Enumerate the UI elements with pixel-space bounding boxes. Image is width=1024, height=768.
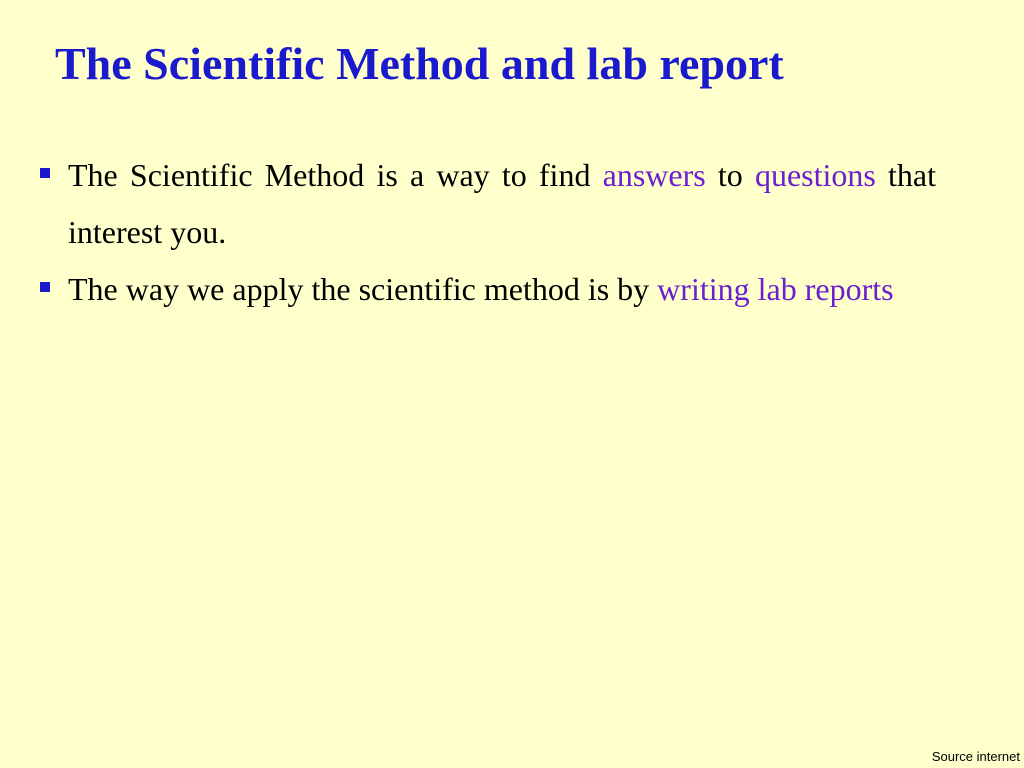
bullet-item — [36, 261, 936, 318]
highlight-writing-lab-reports: writing lab reports — [657, 271, 894, 307]
highlight-answers: answers — [602, 157, 706, 193]
bullet-text: that interest you. — [68, 157, 937, 250]
bullet-item — [36, 147, 936, 261]
bullet-list — [36, 147, 936, 318]
source-note: Source internet — [931, 749, 1020, 764]
highlight-questions: questions — [754, 157, 876, 193]
bullet-text: The way we apply the scientific method is by — [68, 271, 658, 307]
square-bullet-icon — [40, 168, 50, 178]
square-bullet-icon — [40, 282, 50, 292]
bullet-text: The Scientific Method is a way to find — [68, 157, 603, 193]
slide-title: The Scientific Method and lab report — [55, 38, 784, 89]
bullet-text: to — [705, 157, 755, 193]
